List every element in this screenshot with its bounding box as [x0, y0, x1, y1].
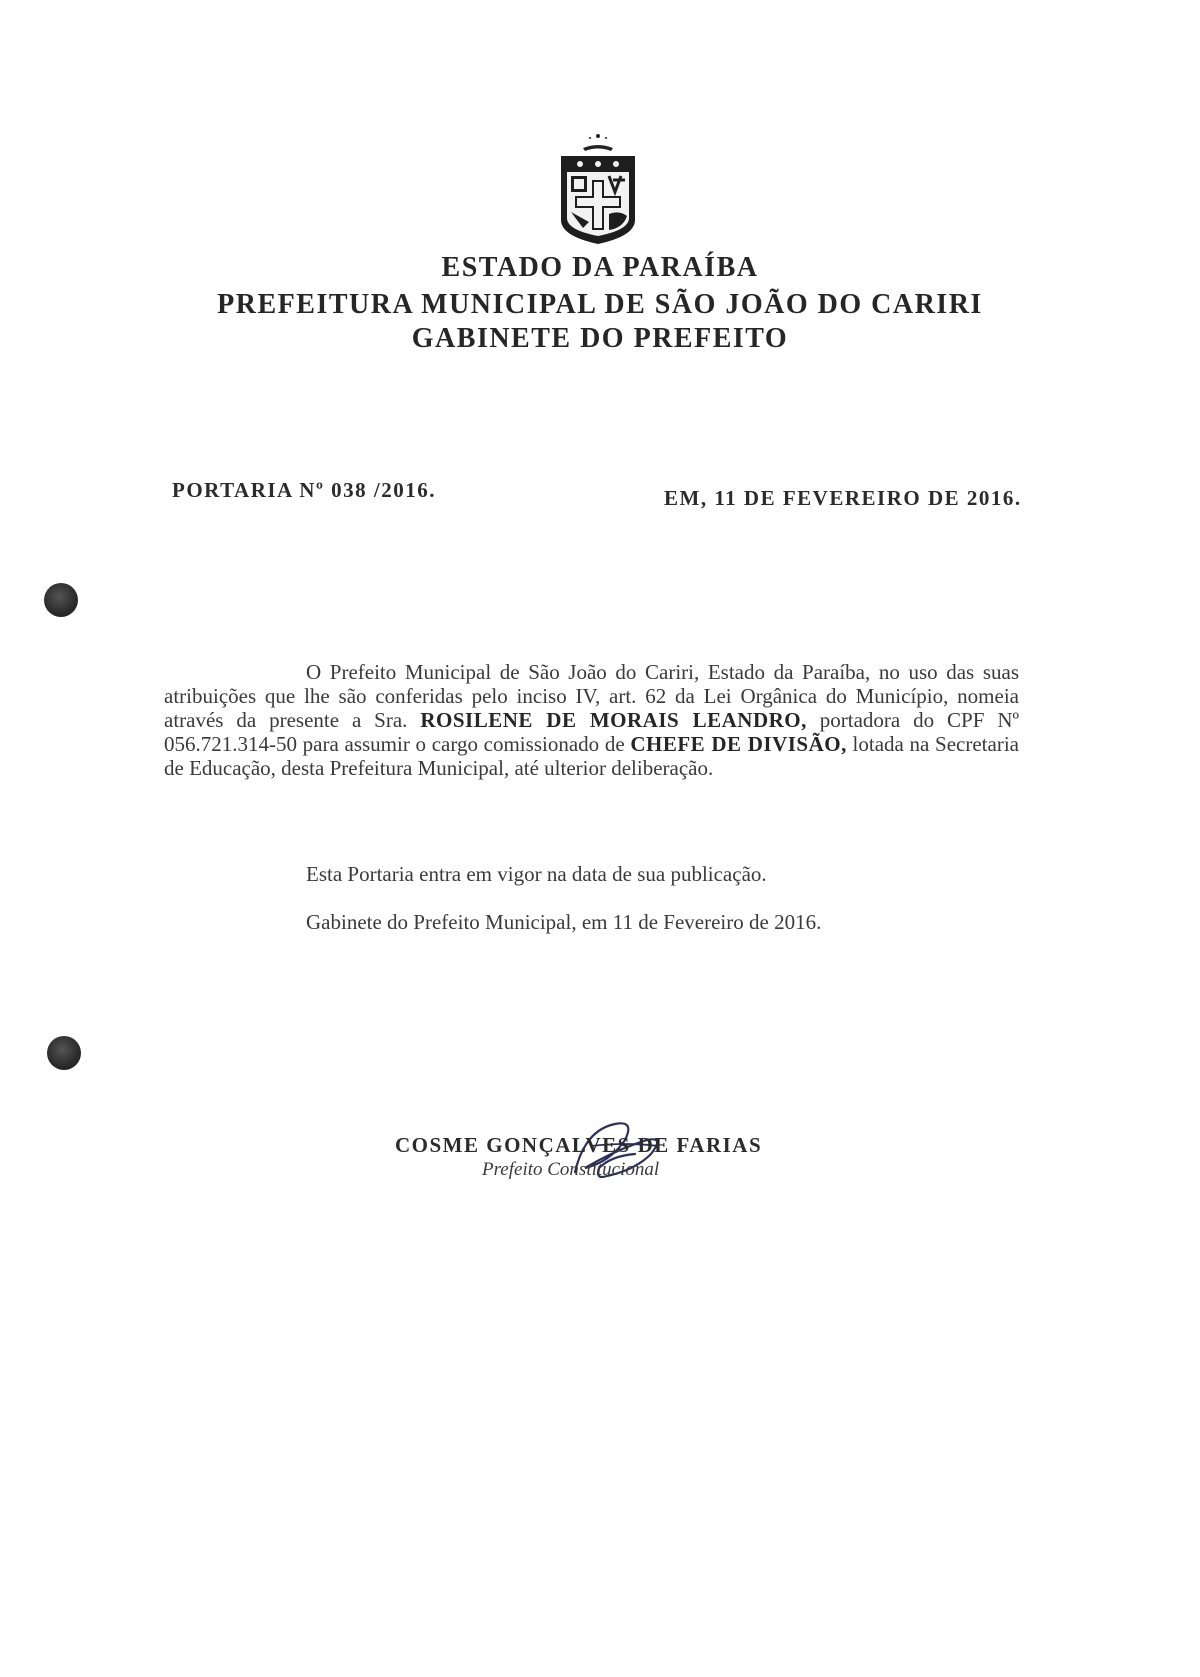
- signatory-title: Prefeito Constitucional: [482, 1159, 660, 1180]
- effective-date-paragraph: Esta Portaria entra em vigor na data de sua publicação.: [306, 862, 767, 886]
- punch-hole-top: [44, 583, 78, 617]
- closing-paragraph: Gabinete do Prefeito Municipal, em 11 de Fevereiro de 2016.: [306, 910, 822, 934]
- paragraph-text-2: portadora do CPF Nº 056.721.314-50 para assumir o cargo comissionado de: [164, 708, 1019, 756]
- appointee-name: ROSILENE DE MORAIS LEANDRO,: [420, 708, 807, 732]
- state-heading: ESTADO DA PARAÍBA: [441, 252, 759, 283]
- signatory-name: COSME GONÇALVES DE FARIAS: [395, 1133, 763, 1157]
- document-date: EM, 11 DE FEVEREIRO DE 2016.: [664, 486, 1022, 510]
- gabinete-heading: GABINETE DO PREFEITO: [411, 323, 789, 354]
- portaria-number: PORTARIA Nº 038 /2016.: [172, 478, 436, 502]
- prefeitura-heading: PREFEITURA MUNICIPAL DE SÃO JOÃO DO CARIRI: [217, 289, 983, 320]
- paragraph-text-1: O Prefeito Municipal de São João do Cariri, Estado da Paraíba, no uso das suas atribuições que lhe são conferidas pelo inciso IV, art. 62 da Lei Orgânica do Município, nomeia através da presente a Sra.: [164, 660, 1019, 732]
- punch-hole-bottom: [47, 1036, 81, 1070]
- appointed-role: CHEFE DE DIVISÃO,: [630, 732, 847, 756]
- municipal-coat-of-arms-icon: [553, 132, 643, 248]
- nomination-paragraph: [164, 660, 1019, 780]
- paragraph-text-3: lotada na Secretaria de Educação, desta Prefeitura Municipal, até ulterior deliberação.: [164, 732, 1019, 780]
